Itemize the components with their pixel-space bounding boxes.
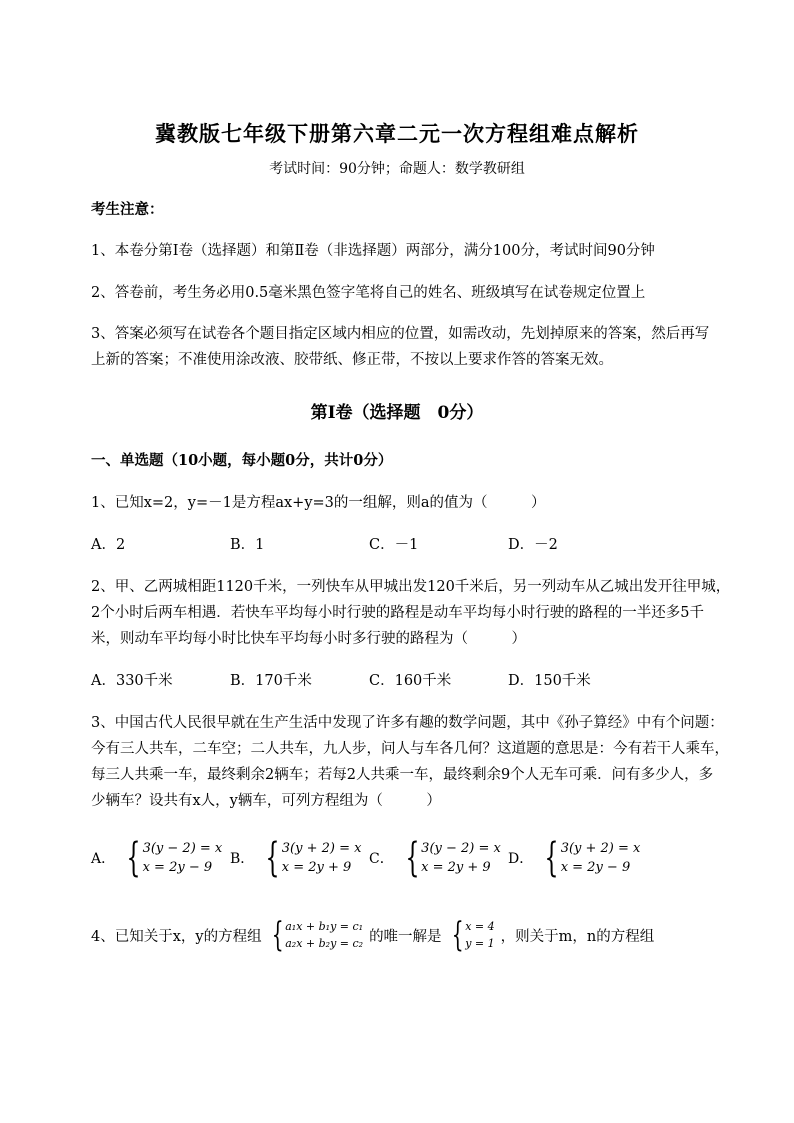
notice-heading: 考生注意：	[91, 201, 164, 218]
option-c[interactable]	[369, 835, 501, 881]
question-stem-line: 米，则动车平均每小时比快车平均每小时多行驶的路程为（ ）	[91, 631, 526, 647]
equation-system	[561, 839, 641, 877]
exam-subtitle: 考试时间：90分钟；命题人：数学教研组	[269, 161, 525, 177]
question-stem	[91, 915, 655, 955]
brace-icon: {	[451, 915, 464, 955]
equation: a₁x + b₁y = c₁	[285, 920, 364, 933]
option-c[interactable]: C．160千米	[369, 673, 452, 689]
equation-system	[282, 839, 362, 877]
equation: x = 2y + 9	[281, 860, 352, 875]
option-d[interactable]	[508, 835, 641, 881]
option-d[interactable]: D．150千米	[508, 673, 591, 689]
equation: a₂x + b₂y = c₂	[285, 937, 364, 950]
option-label: C．	[369, 851, 394, 867]
equation: x = 4	[465, 920, 495, 933]
option-b[interactable]: B．170千米	[230, 673, 312, 689]
question-stem-line: 3、中国古代人民很早就在生产生活中发现了许多有趣的数学问题，其中《孙子算经》中有个问题：	[91, 715, 724, 731]
equation: 3(y − 2) = x	[421, 841, 501, 856]
equation: x = 2y − 9	[560, 860, 631, 875]
equation: x = 2y + 9	[421, 860, 491, 875]
equation: 3(y + 2) = x	[281, 841, 362, 856]
option-label: A．	[91, 851, 116, 867]
equation: y = 1	[465, 937, 495, 950]
question-stem-line: 少辆车？设共有x人，y辆车，可列方程组为（ ）	[91, 793, 441, 809]
brace-icon: {	[126, 835, 141, 881]
equation: 3(y − 2) = x	[142, 841, 223, 856]
option-a[interactable]	[91, 835, 223, 881]
option-label: D．	[508, 851, 534, 867]
question-stem-line: 2个小时后两车相遇．若快车平均每小时行驶的路程是动车平均每小时行驶的路程的一半还多5千	[91, 605, 704, 621]
equation-system	[285, 918, 363, 952]
equation-system	[143, 839, 223, 877]
notice-item: 1、本卷分第I卷（选择题）和第Ⅱ卷（非选择题）两部分，满分100分，考试时间90分钟	[91, 243, 655, 259]
option-a[interactable]: A．330千米	[91, 673, 173, 689]
question-text: 4、已知关于x，y的方程组	[91, 928, 262, 945]
question-text: ，则关于m，n的方程组	[500, 928, 655, 945]
part-heading: 一、单选题（10小题，每小题0分，共计0分）	[91, 452, 393, 469]
equation: x = 2y − 9	[142, 860, 213, 875]
equation-system	[465, 918, 494, 952]
option-label: B．	[230, 851, 255, 867]
option-d[interactable]: D．－2	[508, 537, 558, 553]
brace-icon: {	[544, 835, 559, 881]
option-b[interactable]: B．1	[230, 537, 265, 553]
brace-icon: {	[405, 835, 420, 881]
brace-icon: {	[265, 835, 280, 881]
notice-item: 3、答案必须写在试卷各个题目指定区域内相应的位置，如需改动，先划掉原来的答案，然后再写上新的答案；不准使用涂改液、胶带纸、修正带，不按以上要求作答的答案无效。	[91, 326, 710, 368]
option-b[interactable]	[230, 835, 362, 881]
brace-icon: {	[271, 915, 284, 955]
page-title: 冀教版七年级下册第六章二元一次方程组难点解析	[155, 121, 639, 146]
question-stem: 1、已知x=2，y=－1是方程ax+y=3的一组解，则a的值为（ ）	[91, 495, 546, 511]
section-title: 第I卷（选择题 0分）	[310, 403, 484, 423]
question-text: 的唯一解是	[369, 928, 442, 945]
equation-system	[421, 839, 501, 877]
question-stem-line: 2、甲、乙两城相距1120千米，一列快车从甲城出发120千米后，另一列动车从乙城出发开往甲城，	[91, 579, 731, 595]
notice-item: 2、答卷前，考生务必用0.5毫米黑色签字笔将自己的姓名、班级填写在试卷规定位置上	[91, 285, 646, 301]
question-stem-line: 每三人共乘一车，最终剩余2辆车；若每2人共乘一车，最终剩余9个人无车可乘．问有多少人，多	[91, 767, 714, 783]
option-a[interactable]: A．2	[91, 537, 126, 553]
equation: 3(y + 2) = x	[560, 841, 641, 856]
question-stem-line: 今有三人共车，二车空；二人共车，九人步，问人与车各几何？这道题的意思是：今有若干人乘车，	[91, 741, 729, 757]
option-c[interactable]: C．－1	[369, 537, 419, 553]
